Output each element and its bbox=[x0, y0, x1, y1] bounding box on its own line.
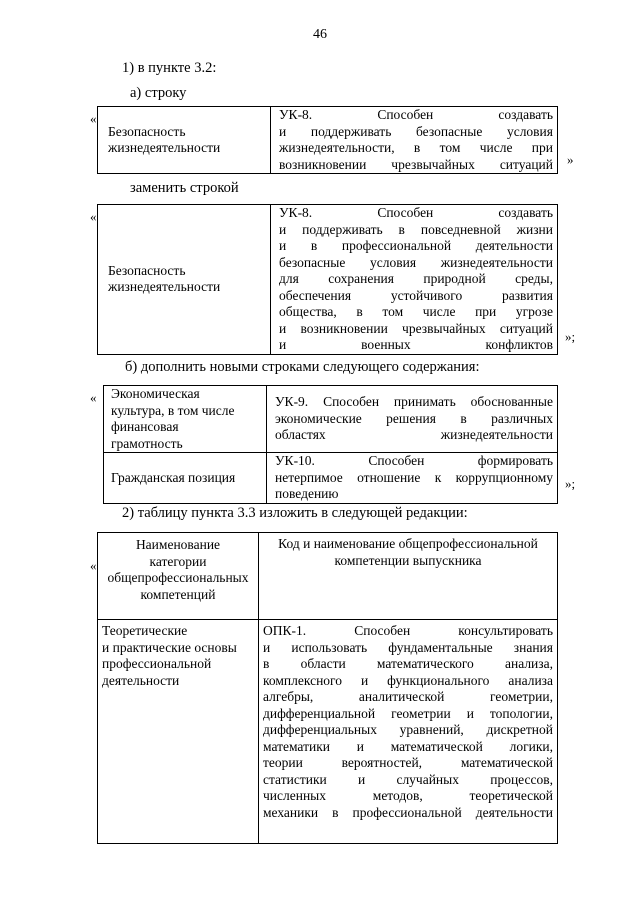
text-line: и возникновении чрезвычайных ситуаций bbox=[279, 320, 553, 336]
close-quote-3: »; bbox=[565, 476, 576, 491]
text-line: жизнедеятельности, в том числе при bbox=[279, 140, 553, 155]
text-line: безопасные условия жизнедеятельности bbox=[279, 254, 553, 270]
page-number: 46 bbox=[313, 27, 327, 42]
text-line: в области математического анализа, bbox=[263, 656, 553, 671]
text-line: обеспечения устойчивого развития bbox=[279, 287, 553, 303]
text-line: и использовать фундаментальные знания bbox=[263, 639, 553, 655]
text-line: дифференциальной геометрии и топологии, bbox=[263, 705, 553, 721]
text-line: и военных конфликтов bbox=[279, 337, 553, 352]
table-row bbox=[98, 620, 558, 844]
text-line: Гражданская позиция bbox=[111, 469, 236, 485]
text-line: Экономическая bbox=[111, 386, 200, 401]
open-quote-1: « bbox=[90, 111, 97, 126]
text-line: категории bbox=[149, 553, 207, 569]
header-category-cell bbox=[98, 533, 259, 620]
open-quote-2: « bbox=[90, 209, 97, 224]
item-1a-heading: а) строку bbox=[130, 85, 187, 101]
text-line: Теоретические bbox=[102, 623, 188, 638]
text-line: культура, в том числе bbox=[111, 402, 235, 418]
item-1-heading: 1) в пункте 3.2: bbox=[122, 60, 217, 76]
table-old-row bbox=[97, 106, 558, 174]
header-code-cell bbox=[259, 533, 558, 620]
text-line: Наименование bbox=[135, 537, 221, 552]
text-line: экономические решения в различных bbox=[275, 410, 553, 426]
table-header-row bbox=[98, 533, 558, 620]
close-quote-2: »; bbox=[565, 329, 576, 344]
text-line: УК-9. Способен принимать обоснованные bbox=[275, 394, 553, 410]
text-line: компетенции выпускника bbox=[334, 552, 482, 568]
text-line: деятельности bbox=[102, 672, 180, 688]
table-added-right-cell bbox=[267, 386, 558, 453]
text-line: общества, в том числе при угрозе bbox=[279, 304, 553, 319]
table-new-left-cell: Безопасность жизнедеятельности bbox=[98, 205, 271, 355]
text-line: финансовая bbox=[111, 419, 179, 434]
table-row bbox=[104, 453, 558, 504]
table-added-left-cell bbox=[104, 386, 267, 453]
text-line: алгебры, аналитической геометрии, bbox=[263, 689, 553, 704]
table-competencies bbox=[97, 532, 558, 844]
table-added-rows bbox=[103, 385, 558, 504]
item-2-heading: 2) таблицу пункта 3.3 изложить в следующей редакции: bbox=[122, 505, 468, 521]
text-line: и поддерживать безопасные условия bbox=[279, 123, 553, 139]
open-quote-4: « bbox=[90, 558, 97, 573]
text-line: для сохранения природной среды, bbox=[279, 271, 553, 286]
table-added-left-cell bbox=[104, 453, 267, 504]
text-line: математики и математической логики, bbox=[263, 738, 553, 754]
text-line: статистики и случайных процессов, bbox=[263, 771, 553, 787]
replace-heading: заменить строкой bbox=[130, 180, 239, 196]
text-line: и поддерживать в повседневной жизни bbox=[279, 221, 553, 237]
table-old-left-cell: Безопасность жизнедеятельности bbox=[98, 107, 271, 174]
text-line: УК-8. Способен создавать bbox=[279, 107, 553, 122]
text-line: УК-8. Способен создавать bbox=[279, 205, 553, 220]
text-line: теории вероятностей, математической bbox=[263, 755, 553, 770]
table-new-right-cell bbox=[271, 205, 558, 355]
text-line: комплексного и функционального анализа bbox=[263, 672, 553, 688]
text-line: грамотность bbox=[111, 435, 183, 451]
text-line: ОПК-1. Способен консультировать bbox=[263, 623, 553, 638]
table-added-right-cell bbox=[267, 453, 558, 504]
text-line: поведению bbox=[275, 486, 339, 501]
text-line: дифференциальных уравнений, дискретной bbox=[263, 722, 553, 737]
text-line: общепрофессиональных bbox=[107, 570, 249, 585]
text-line: численных методов, теоретической bbox=[263, 788, 553, 803]
text-line: Код и наименование общепрофессиональной bbox=[278, 536, 538, 551]
text-line: возникновении чрезвычайных ситуаций bbox=[279, 156, 553, 172]
text-line: профессиональной bbox=[102, 656, 212, 671]
text-line: механики в профессиональной деятельности bbox=[263, 804, 553, 820]
text-line: и практические основы bbox=[102, 639, 237, 655]
text-line: компетенций bbox=[140, 586, 216, 602]
text-line: УК-10. Способен формировать bbox=[275, 453, 553, 468]
close-quote-1: » bbox=[567, 152, 574, 167]
text-line: и в профессиональной деятельности bbox=[279, 238, 553, 253]
table-row bbox=[104, 386, 558, 453]
text-line: нетерпимое отношение к коррупционному bbox=[275, 469, 553, 485]
table-old-right-cell bbox=[271, 107, 558, 174]
body-category-cell bbox=[98, 620, 259, 844]
body-code-cell bbox=[259, 620, 558, 844]
text-line: областях жизнедеятельности bbox=[275, 427, 553, 443]
open-quote-3: « bbox=[90, 390, 97, 405]
item-1b-heading: б) дополнить новыми строками следующего содержания: bbox=[125, 359, 480, 375]
table-new-row bbox=[97, 204, 558, 355]
